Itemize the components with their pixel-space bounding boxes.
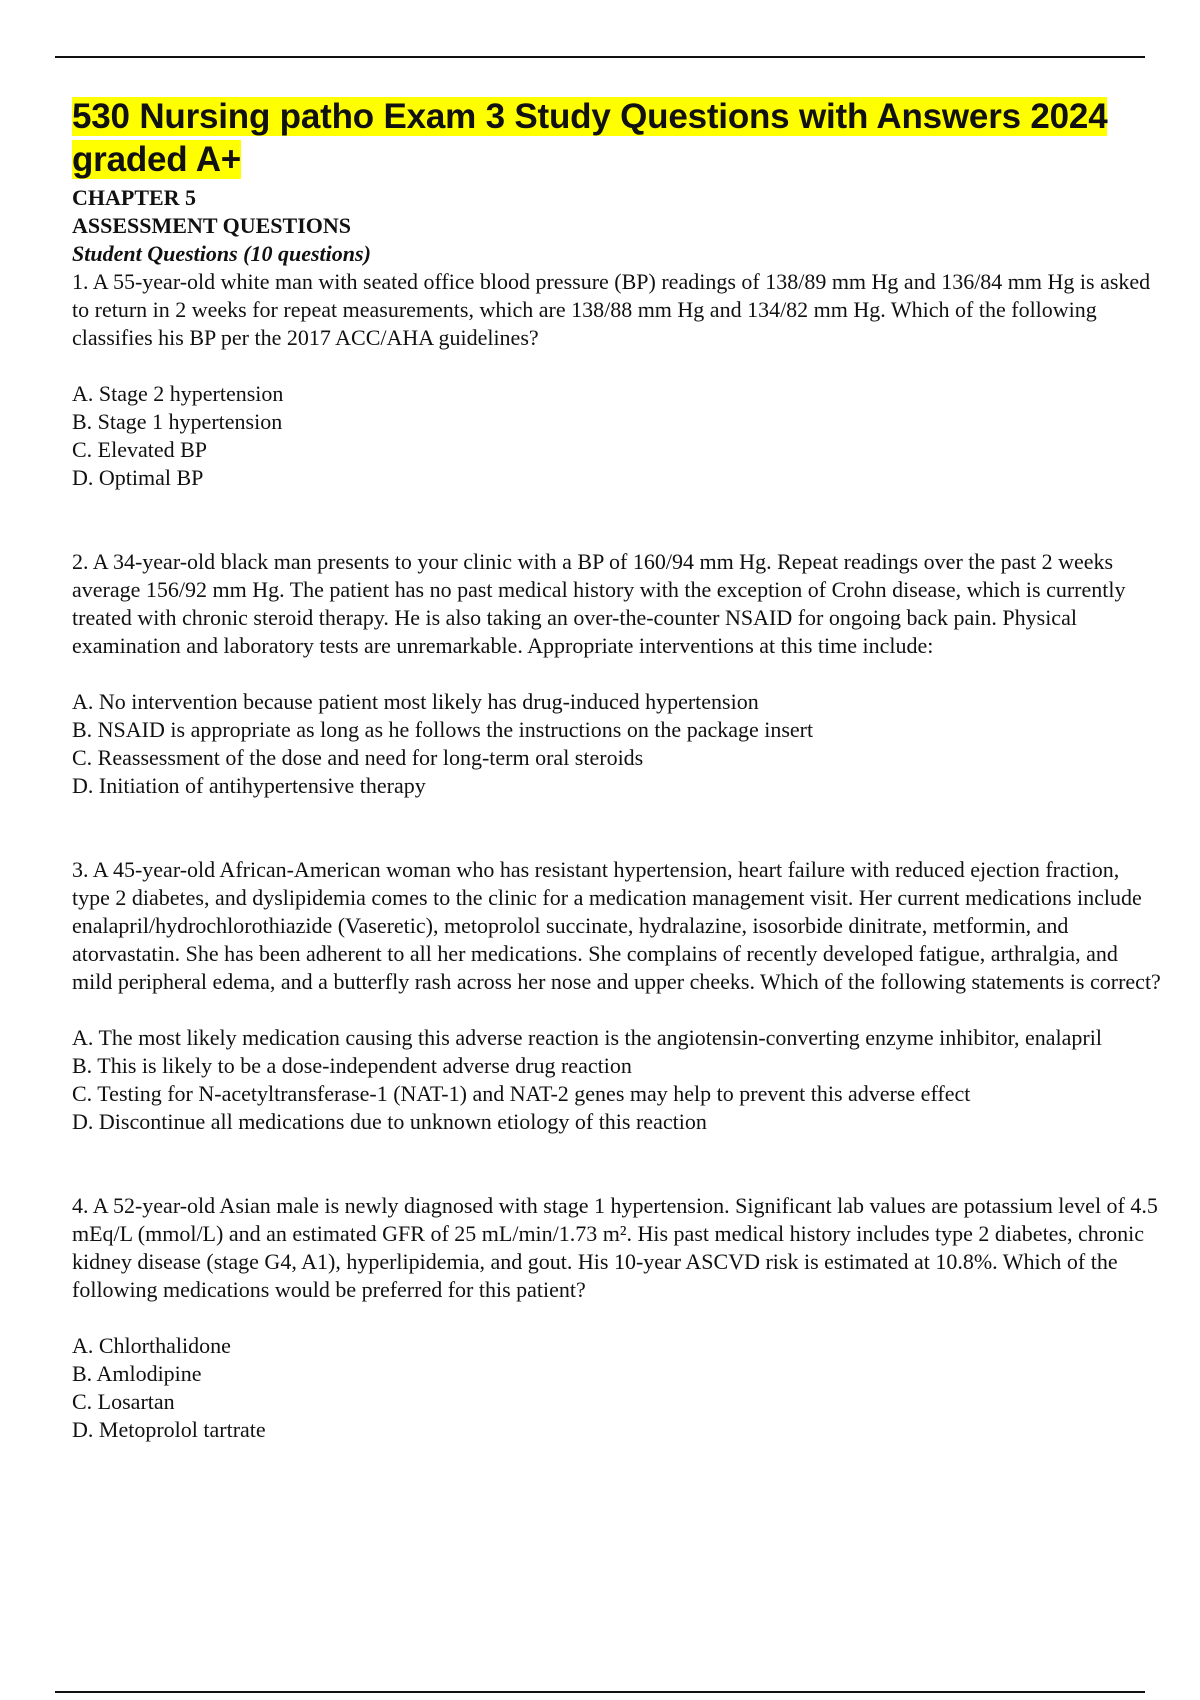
answer-option-d: D. Initiation of antihypertensive therapy (72, 773, 426, 798)
question-3 (72, 856, 1162, 1136)
answer-option-b: B. NSAID is appropriate as long as he follows the instructions on the package insert (72, 717, 814, 742)
answer-option-b: B. Stage 1 hypertension (72, 409, 283, 434)
answer-option-d: D. Optimal BP (72, 465, 204, 490)
answer-option-b: B. This is likely to be a dose-independent adverse drug reaction (72, 1053, 632, 1078)
subsection-heading: Student Questions (10 questions) (72, 241, 371, 266)
question-2 (72, 548, 1162, 800)
top-divider (55, 56, 1145, 58)
title-highlight: 530 Nursing patho Exam 3 Study Questions with Answers 2024 graded A+ (72, 97, 1108, 179)
answer-option-d: D. Metoprolol tartrate (72, 1417, 266, 1442)
answer-option-a: A. No intervention because patient most likely has drug-induced hypertension (72, 689, 759, 714)
question-1 (72, 268, 1162, 492)
question-stem: 2. A 34-year-old black man presents to your clinic with a BP of 160/94 mm Hg. Repeat readings over the past 2 weeks average 156/92 mm Hg. The patient has no past medical history with the exception of Crohn disease, which is currently treated with chronic steroid therapy. He is also taking an over-the-counter NSAID for ongoing back pain. Physical examination and laboratory tests are unremarkable. Appropriate interventions at this time include: (72, 549, 1126, 658)
answer-option-b: B. Amlodipine (72, 1361, 202, 1386)
answer-options (72, 1024, 1162, 1136)
question-4 (72, 1192, 1162, 1444)
document-body (72, 95, 1162, 1460)
answer-option-a: A. Chlorthalidone (72, 1333, 231, 1358)
answer-option-c: C. Elevated BP (72, 437, 208, 462)
question-stem: 3. A 45-year-old African-American woman who has resistant hypertension, heart failure with reduced ejection fraction, type 2 diabetes, and dyslipidemia comes to the clinic for a medication management visit. Her current medications include enalapril/hydrochlorothiazide (Vaseretic), metoprolol succinate, hydralazine, isosorbide dinitrate, metformin, and atorvastatin. She has been adherent to all her medications. She complains of recently developed fatigue, arthralgia, and mild peripheral edema, and a butterfly rash across her nose and upper cheeks. Which of the following statements is correct? (72, 857, 1161, 994)
chapter-heading: CHAPTER 5 (72, 185, 197, 210)
answer-options (72, 380, 1162, 492)
bottom-divider (55, 1691, 1145, 1693)
question-stem: 4. A 52-year-old Asian male is newly diagnosed with stage 1 hypertension. Significant lab values are potassium level of 4.5 mEq/L (mmol/L) and an estimated GFR of 25 mL/min/1.73 m². His past medical history includes type 2 diabetes, chronic kidney disease (stage G4, A1), hyperlipidemia, and gout. His 10-year ASCVD risk is estimated at 10.8%. Which of the following medications would be preferred for this patient? (72, 1193, 1158, 1302)
answer-option-d: D. Discontinue all medications due to unknown etiology of this reaction (72, 1109, 707, 1134)
answer-options (72, 688, 1162, 800)
question-stem: 1. A 55-year-old white man with seated office blood pressure (BP) readings of 138/89 mm Hg and 136/84 mm Hg is asked to return in 2 weeks for repeat measurements, which are 138/88 mm Hg and 134/82 mm Hg. Which of the following classifies his BP per the 2017 ACC/AHA guidelines? (72, 269, 1151, 350)
answer-option-c: C. Losartan (72, 1389, 175, 1414)
document-title (72, 95, 1162, 181)
answer-option-a: A. The most likely medication causing this adverse reaction is the angiotensin-converting enzyme inhibitor, enalapril (72, 1025, 1102, 1050)
answer-options (72, 1332, 1162, 1444)
answer-option-c: C. Testing for N-acetyltransferase-1 (NAT-1) and NAT-2 genes may help to prevent this adverse effect (72, 1081, 971, 1106)
section-heading: ASSESSMENT QUESTIONS (72, 213, 351, 238)
answer-option-c: C. Reassessment of the dose and need for long-term oral steroids (72, 745, 644, 770)
answer-option-a: A. Stage 2 hypertension (72, 381, 284, 406)
